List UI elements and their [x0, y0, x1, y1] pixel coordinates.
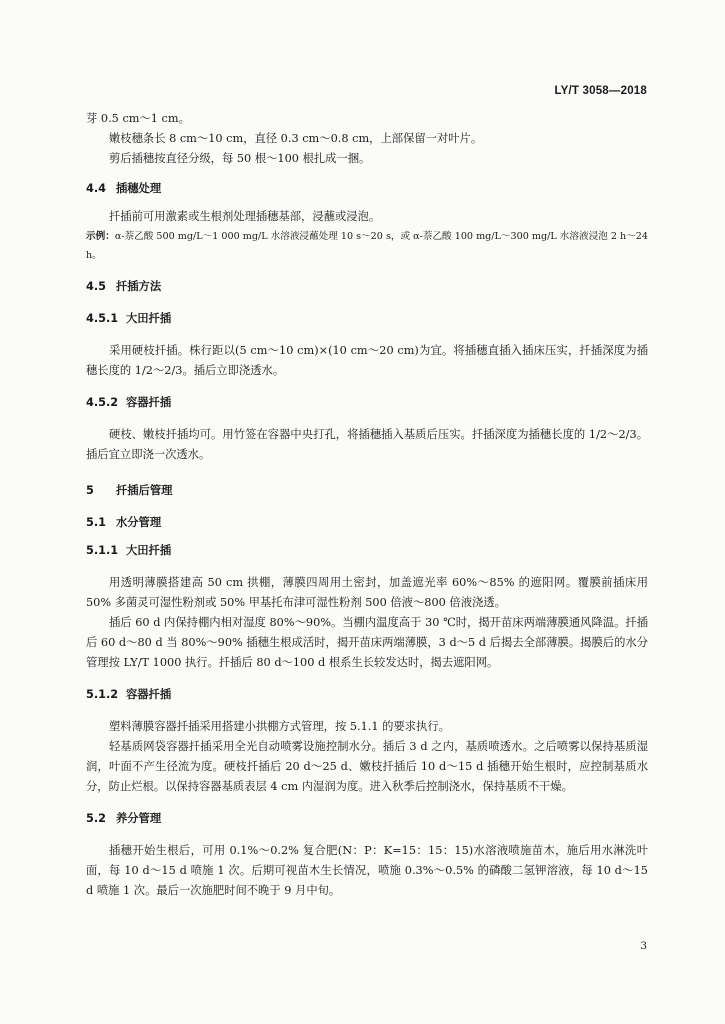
paragraph: 插穗开始生根后，可用 0.1%～0.2% 复合肥(N：P：K=15：15：15)水溶液喷施苗木，施后用水淋洗叶面，每 10 d～15 d 喷施 1 次。后期可视苗木生长情况，喷施 0.3%～0.5% 的磷酸二氢钾溶液，每 10 d～15 d 喷施 1 次。最后一次施肥时间不晚于 9 月中旬。: [86, 844, 648, 897]
section-heading-4-5-1: [86, 309, 648, 329]
section-heading-5-1-1: [86, 541, 648, 561]
paragraph: 扦插前可用激素或生根剂处理插穗基部，浸蘸或浸泡。: [109, 210, 381, 223]
paragraph: 轻基质网袋容器扦插采用全光自动喷雾设施控制水分。插后 3 d 之内，基质喷透水。之后喷雾以保持基质湿润，叶面不产生径流为度。硬枝扦插后 20 d～25 d、嫩枝扦插后 10 d～15 d 插穗开始生根时，应控制基质水分，防止烂根。以保持容器基质表层 4 cm 内湿润为度。进入秋季后控制浇水，保持基质不干燥。: [86, 740, 648, 793]
page-number: 3: [640, 940, 647, 952]
section-number: 5: [86, 484, 94, 497]
example-note: [86, 227, 648, 265]
section-number: 4.5.1: [86, 312, 119, 325]
paragraph: 用透明薄膜搭建高 50 cm 拱棚，薄膜四周用土密封，加盖遮光率 60%～85% 的遮阳网。覆膜前插床用 50% 多菌灵可湿性粉剂或 50% 甲基托布津可湿性粉剂 500 倍液～800 倍液浇透。: [86, 576, 648, 609]
section-heading-5-2: [86, 809, 648, 829]
section-number: 5.1.2: [86, 688, 119, 701]
section-number: 5.1.1: [86, 544, 119, 557]
section-title: 大田扦插: [125, 312, 172, 325]
section-number: 4.5.2: [86, 396, 119, 409]
section-number: 4.4: [86, 182, 107, 195]
section-title: 插穗处理: [115, 182, 162, 195]
section-title: 容器扦插: [125, 688, 172, 701]
section-heading-5-1-2: [86, 685, 648, 705]
page-content: [86, 109, 648, 901]
section-number: 4.5: [86, 280, 107, 293]
section-number: 5.1: [86, 516, 107, 529]
paragraph: 剪后插穗按直径分级，每 50 根～100 根扎成一捆。: [109, 152, 371, 165]
paragraph: 采用硬枝扦插。株行距以(5 cm～10 cm)×(10 cm～20 cm)为宜。将插穗直插入插床压实，扦插深度为插穗长度的 1/2～2/3。插后立即浇透水。: [86, 344, 648, 377]
paragraph: 塑料薄膜容器扦插采用搭建小拱棚方式管理，按 5.1.1 的要求执行。: [109, 720, 450, 733]
section-heading-5-1: [86, 513, 648, 533]
example-label: 示例：: [86, 231, 115, 242]
section-number: 5.2: [86, 812, 107, 825]
section-heading-5: [86, 481, 648, 501]
section-title: 扦插后管理: [115, 484, 173, 497]
section-title: 扦插方法: [115, 280, 162, 293]
paragraph: 嫩枝穗条长 8 cm～10 cm，直径 0.3 cm～0.8 cm，上部保留一对叶片。: [109, 132, 483, 145]
section-heading-4-4: [86, 179, 648, 199]
section-heading-4-5-2: [86, 393, 648, 413]
paragraph: 插后 60 d 内保持棚内相对湿度 80%～90%。当棚内温度高于 30 ℃时，揭开苗床两端薄膜通风降温。扦插后 60 d～80 d 当 80%～90% 插穗生根成活时，揭开苗床两端薄膜，3 d～5 d 后揭去全部薄膜。揭膜后的水分管理按 LY/T 1000 执行。扦插后 80 d～100 d 根系生长较发达时，揭去遮阳网。: [86, 616, 648, 669]
section-title: 养分管理: [115, 812, 162, 825]
section-heading-4-5: [86, 277, 648, 297]
section-title: 容器扦插: [125, 396, 172, 409]
section-title: 大田扦插: [125, 544, 172, 557]
section-title: 水分管理: [115, 516, 162, 529]
paragraph: 硬枝、嫩枝扦插均可。用竹签在容器中央打孔，将插穗插入基质后压实。扦插深度为插穗长度的 1/2～2/3。插后宜立即浇一次透水。: [86, 428, 648, 461]
standard-code: LY/T 3058—2018: [554, 85, 647, 97]
example-text: α-萘乙酸 500 mg/L～1 000 mg/L 水溶液浸蘸处理 10 s～20 s，或 α-萘乙酸 100 mg/L～300 mg/L 水溶液浸泡 2 h～24 h。: [86, 231, 649, 261]
paragraph: 芽 0.5 cm～1 cm。: [86, 112, 190, 125]
